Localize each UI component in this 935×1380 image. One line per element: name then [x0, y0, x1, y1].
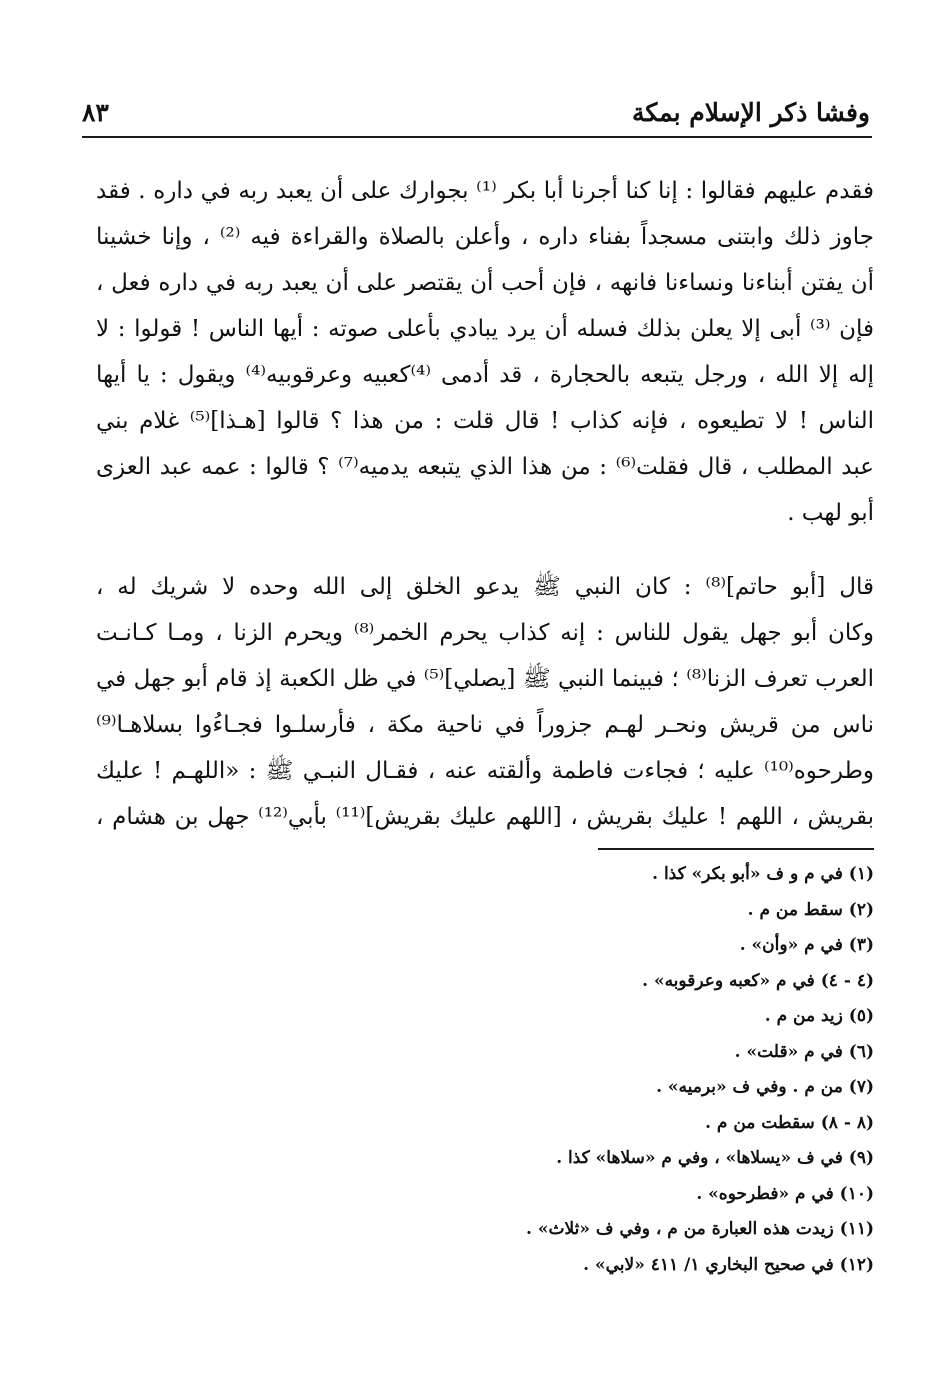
footnote: (٩) في ف «يسلاها» ، وفي م «سلاها» كذا . — [556, 1148, 874, 1168]
footnote: (٨ - ٨) سقطت من م . — [705, 1112, 874, 1133]
text-line: أن يفتن أبناءنا ونساءنا فانهه ، فإن أحب أن يقتصر على أن يعبد ربه في داره فعل ، — [96, 270, 874, 296]
footnote: (٧) من م . وفي ف «برميه» . — [656, 1077, 874, 1097]
footnote: (٢) سقط من م . — [747, 899, 874, 920]
footnote: (١٠) في م «فطرحوه» . — [696, 1183, 874, 1204]
footnotes — [300, 857, 874, 1283]
footnote: (٥) زيد من م . — [764, 1006, 874, 1026]
text-line: عبد المطلب ، قال فقلت⁽⁶⁾ : من هذا الذي يتبعه يدميه⁽⁷⁾ ؟ قالوا : عمه عبد العزى — [96, 454, 874, 480]
text-line: قال [أبو حاتم]⁽⁸⁾ : كان النبي ﷺ يدعو الخلق إلى الله وحده لا شريك له ، — [96, 574, 874, 600]
footnote: (١٢) في صحيح البخاري ١/ ٤١١ «لابي» . — [583, 1254, 874, 1275]
text-line: الناس ! لا تطيعوه ، فإنه كذاب ! قال قلت : من هذا ؟ قالوا [هـذا]⁽⁵⁾ غلام بني — [96, 408, 874, 434]
text-line: فقدم عليهم فقالوا : إنا كنا أجرنا أبا بكر ⁽¹⁾ بجوارك على أن يعبد ربه في داره . فقد — [96, 178, 874, 204]
header-rule — [82, 136, 872, 138]
footnote: (١) في م و ف «أبو بكر» كذا . — [652, 864, 874, 884]
footnote: (٣) في م «وأن» . — [739, 935, 874, 955]
paragraph-gap — [96, 536, 874, 564]
text-line: جاوز ذلك وابتنى مسجداً بفناء داره ، وأعلن بالصلاة والقراءة فيه ⁽²⁾ ، وإنا خشينا — [96, 224, 874, 250]
text-line: أبو لهب . — [787, 500, 874, 526]
text-line: العرب تعرف الزنا⁽⁸⁾ ؛ فبينما النبي ﷺ [يصلي]⁽⁵⁾ في ظل الكعبة إذ قام أبو جهل في — [96, 666, 874, 692]
text-line: بقريش ، اللهم ! عليك بقريش ، [اللهم عليك بقريش]⁽¹¹⁾ بأبي⁽¹²⁾ جهل بن هشام ، — [96, 804, 874, 830]
footnote: (٤ - ٤) في م «كعبه وعرقوبه» . — [642, 970, 874, 991]
text-line: ناس من قريش ونحـر لهـم جزوراً في ناحية مكة ، فأرسلـوا فجـاءُوا بسلاهـا⁽⁹⁾ — [96, 712, 874, 738]
text-line: وكان أبو جهل يقول للناس : إنه كذاب يحرم الخمر⁽⁸⁾ ويحرم الزنا ، ومـا كـانـت — [96, 620, 874, 646]
text-line: إله إلا الله ، ورجل يتبعه بالحجارة ، قد أدمى ⁽⁴⁾كعبيه وعرقوبيه⁽⁴⁾ ويقول : يا أيها — [96, 362, 874, 388]
page-number: ٨٣ — [82, 98, 109, 127]
text-line: وطرحوه⁽¹⁰⁾ عليه ؛ فجاءت فاطمة وألقته عنه ، فقـال النبـي ﷺ : «اللهـم ! عليك — [96, 758, 874, 784]
footnote: (٦) في م «قلت» . — [734, 1041, 874, 1062]
text-line: فإن ⁽³⁾ أبى إلا يعلن بذلك فسله أن يرد يبادي بأعلى صوته : أيها الناس ! قولوا : لا — [96, 316, 874, 342]
running-title: وفشا ذكر الإسلام بمكة — [631, 98, 870, 127]
footnote-rule — [598, 848, 874, 850]
main-text — [96, 168, 874, 840]
page-header — [82, 98, 870, 134]
footnote: (١١) زيدت هذه العبارة من م ، وفي ف «ثلاث» . — [526, 1219, 874, 1239]
